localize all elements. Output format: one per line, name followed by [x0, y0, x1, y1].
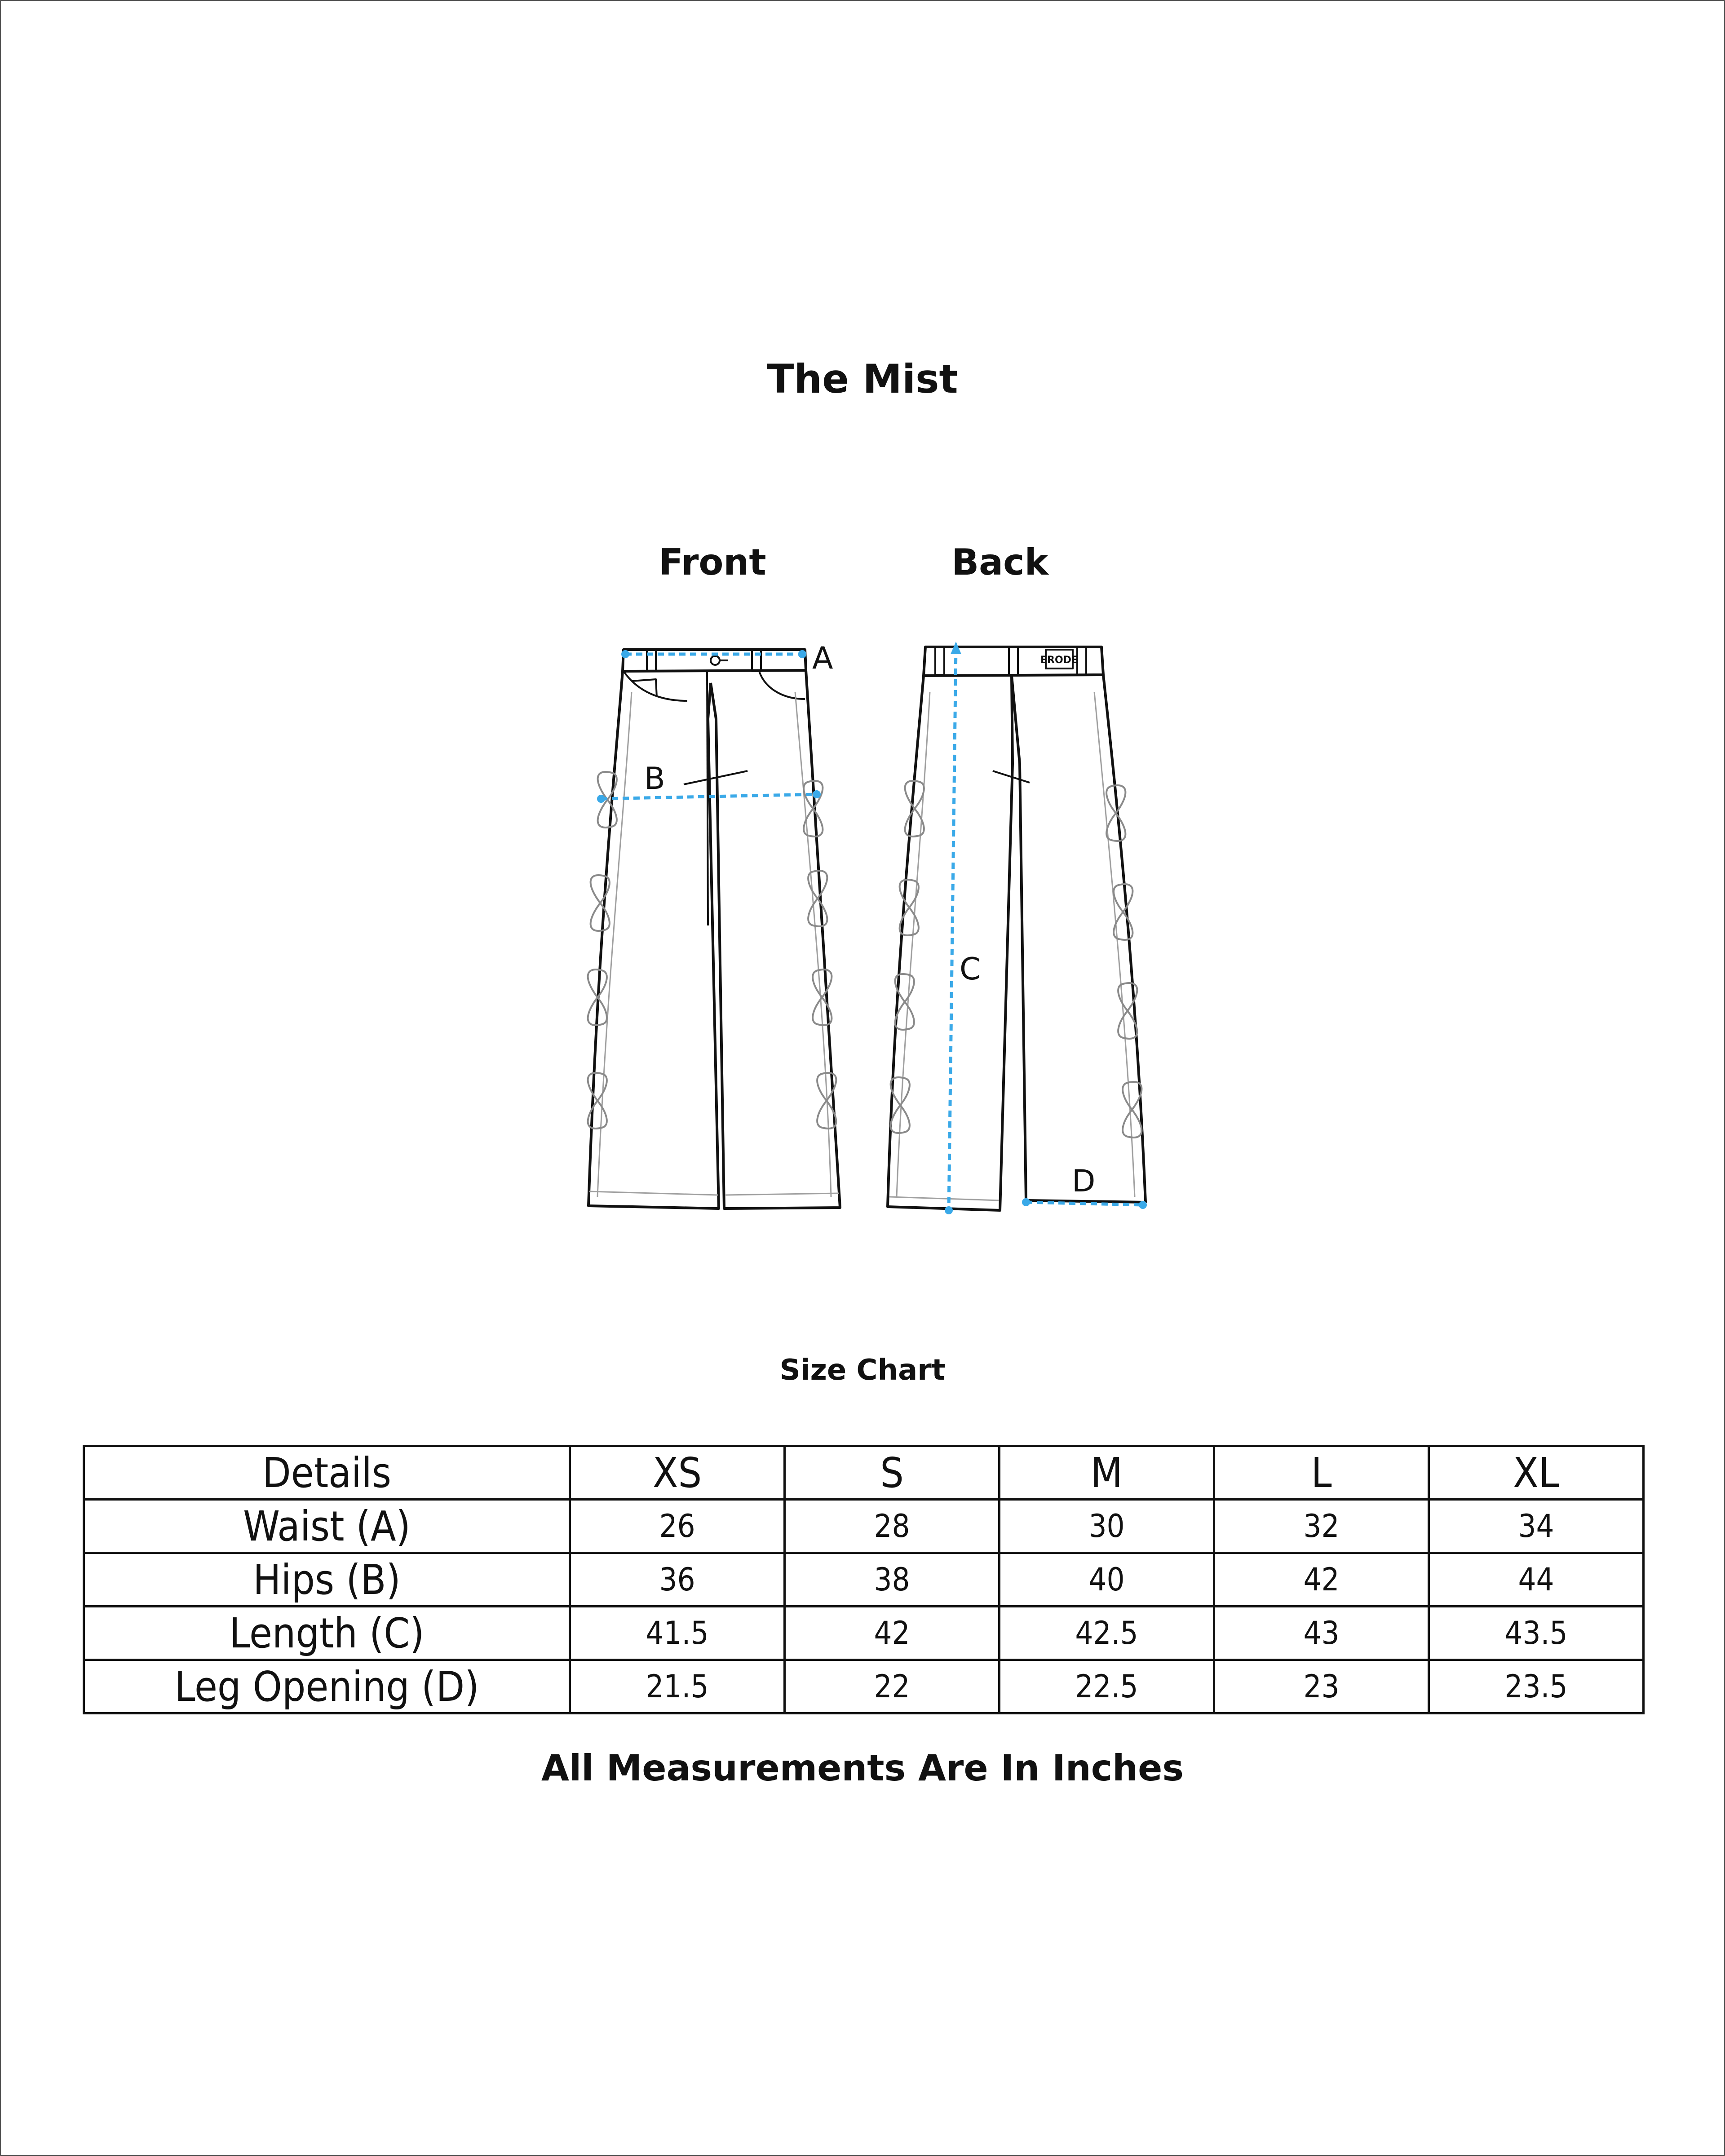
product-title: The Mist: [767, 356, 958, 402]
table-row: [84, 1553, 1644, 1607]
table-cell: 23.5: [1429, 1660, 1644, 1713]
row-label: Hips (B): [84, 1553, 570, 1607]
measurement-units-note: All Measurements Are In Inches: [541, 1747, 1184, 1789]
table-cell: 42.5: [1000, 1607, 1214, 1660]
table-cell: 42: [785, 1607, 1000, 1660]
table-cell: 38: [785, 1553, 1000, 1607]
table-cell: 22: [785, 1660, 1000, 1713]
measure-label-a: A: [812, 641, 833, 676]
table-cell: 30: [1000, 1500, 1214, 1553]
table-cell: 44: [1429, 1553, 1644, 1607]
header-cell: XS: [570, 1446, 785, 1500]
header-cell: Details: [84, 1446, 570, 1500]
table-cell: 40: [1000, 1553, 1214, 1607]
row-label: Leg Opening (D): [84, 1660, 570, 1713]
table-cell: 26: [570, 1500, 785, 1553]
table-cell: 32: [1214, 1500, 1429, 1553]
table-cell: 34: [1429, 1500, 1644, 1553]
measure-label-c: C: [960, 952, 981, 987]
table-cell: 22.5: [1000, 1660, 1214, 1713]
row-label: Waist (A): [84, 1500, 570, 1553]
table-cell: 43.5: [1429, 1607, 1644, 1660]
table-header-row: [84, 1446, 1644, 1500]
table-row: [84, 1660, 1644, 1713]
header-cell: L: [1214, 1446, 1429, 1500]
size-chart-table: [83, 1445, 1645, 1714]
table-row: [84, 1607, 1644, 1660]
header-cell: M: [1000, 1446, 1214, 1500]
back-butterfly-motifs: [891, 781, 1142, 1138]
measure-label-b: B: [644, 761, 665, 797]
table-cell: 42: [1214, 1553, 1429, 1607]
measure-line-c: [949, 647, 956, 1210]
table-cell: 28: [785, 1500, 1000, 1553]
back-tag-text: ERODE: [1040, 655, 1078, 666]
table-cell: 23: [1214, 1660, 1429, 1713]
table-cell: 36: [570, 1553, 785, 1607]
back-view-label: Back: [951, 541, 1048, 583]
size-chart-title: Size Chart: [779, 1354, 946, 1387]
table-row: [84, 1500, 1644, 1553]
front-view-label: Front: [659, 541, 766, 583]
header-cell: XL: [1429, 1446, 1644, 1500]
table-cell: 41.5: [570, 1607, 785, 1660]
table-cell: 21.5: [570, 1660, 785, 1713]
row-label: Length (C): [84, 1607, 570, 1660]
measure-label-d: D: [1072, 1164, 1096, 1199]
measure-lines: [597, 642, 1147, 1214]
table-cell: 43: [1214, 1607, 1429, 1660]
header-cell: S: [785, 1446, 1000, 1500]
front-pants-drawing: [588, 650, 840, 1209]
back-pants-drawing: [888, 647, 1146, 1210]
